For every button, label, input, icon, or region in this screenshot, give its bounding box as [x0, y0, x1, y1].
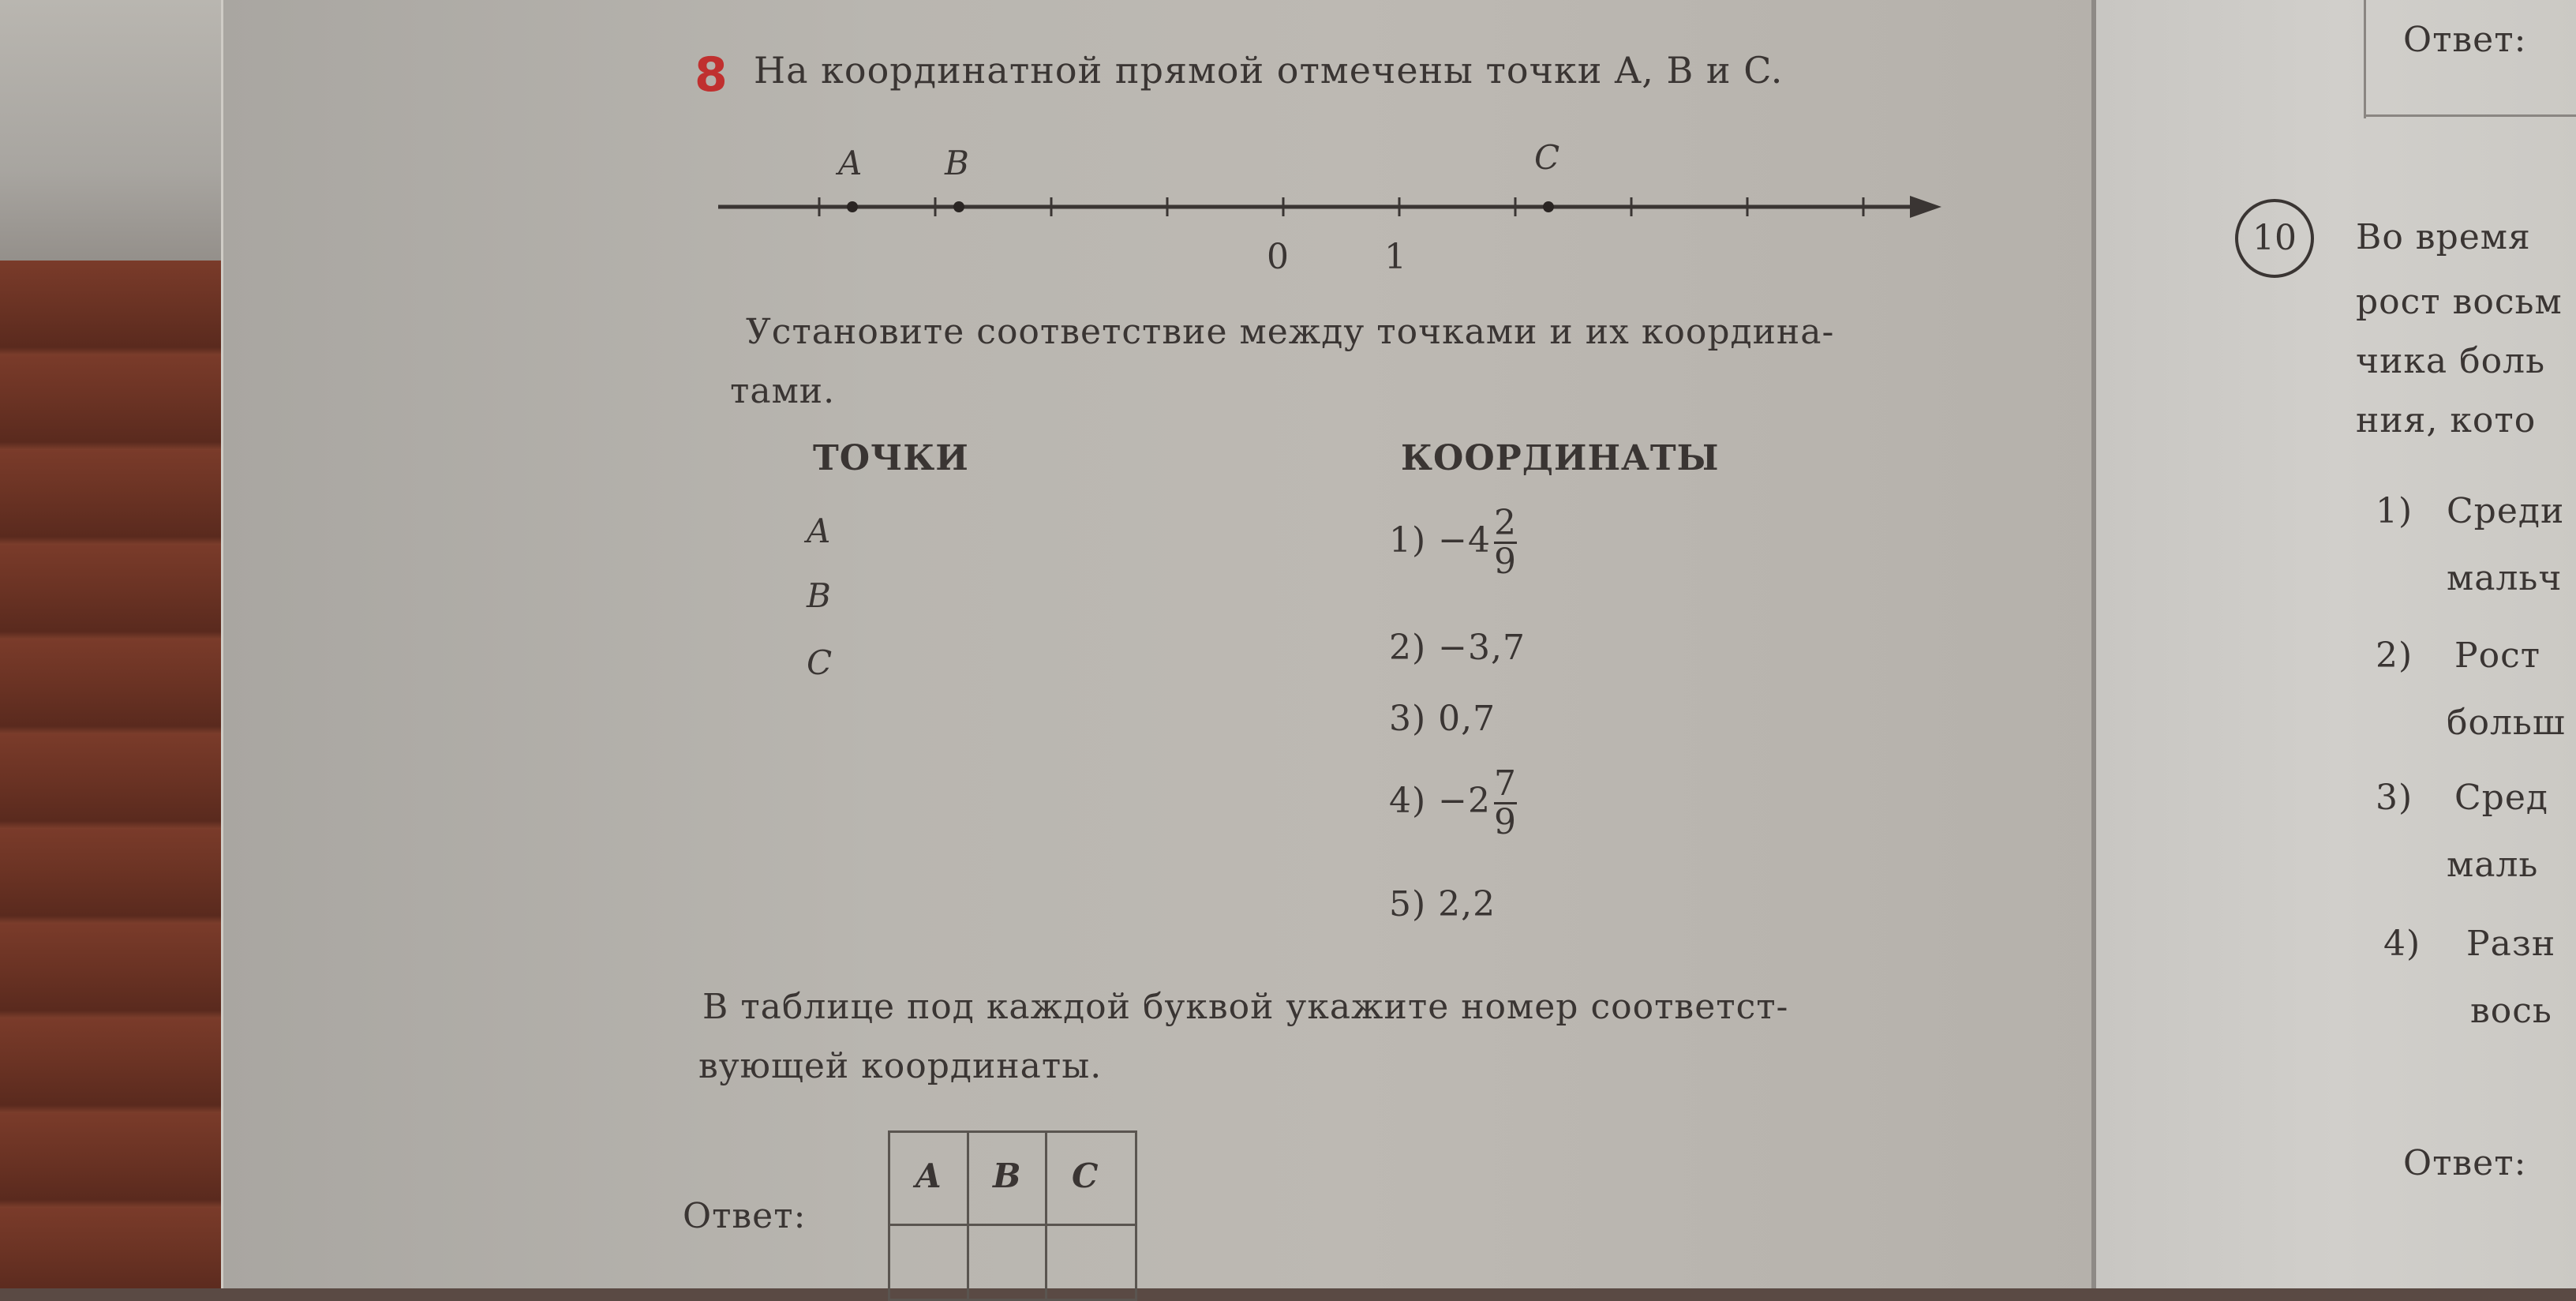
table-instruction-line-2: вующей координаты.	[698, 1046, 1103, 1086]
right-option-4-text: Разн	[2466, 924, 2556, 964]
point-label-a: A	[838, 144, 863, 182]
point-c-dot	[1543, 201, 1554, 212]
answer-header-a: A	[915, 1157, 942, 1195]
coord-4-fraction	[1494, 763, 1518, 842]
point-item-b: B	[807, 576, 831, 615]
right-line-3: чика боль	[2356, 341, 2546, 381]
right-option-1-text: Среди	[2447, 491, 2565, 531]
answer-table[interactable]	[888, 1130, 1137, 1301]
coord-4-den: 9	[1494, 802, 1518, 842]
right-option-2-num: 2)	[2376, 636, 2413, 676]
coord-1-den: 9	[1494, 542, 1518, 582]
instruction-line-1: Установите соответствие между точками и их координа-	[746, 312, 1835, 352]
coord-item-1	[1389, 505, 1517, 580]
right-answer-box-left	[2364, 0, 2366, 118]
axis-label-one: 1	[1384, 237, 1407, 277]
coord-item-4	[1389, 763, 1518, 842]
coord-4-prefix: 4) −2	[1389, 781, 1492, 821]
task-prompt: На координатной прямой отмечены точки A, B и C.	[754, 49, 1784, 92]
coord-1-prefix: 1) −4	[1389, 520, 1492, 561]
task-number-10: 10	[2235, 199, 2314, 278]
right-option-3-text: Сред	[2454, 778, 2548, 818]
right-option-4-cont: вось	[2470, 991, 2552, 1031]
right-option-1-num: 1)	[2376, 491, 2413, 531]
point-b-dot	[953, 201, 964, 212]
point-item-c: C	[807, 643, 833, 682]
coord-item-3: 3) 0,7	[1389, 699, 1496, 739]
right-answer-bottom: Ответ:	[2403, 1143, 2527, 1183]
answer-label: Ответ:	[683, 1196, 807, 1236]
answer-header-b: B	[993, 1157, 1021, 1195]
right-line-2: рост восьм	[2356, 282, 2563, 322]
right-answer-box-bottom	[2364, 114, 2576, 117]
coord-item-2: 2) −3,7	[1389, 628, 1526, 668]
right-option-2-cont: больш	[2447, 703, 2566, 743]
coord-1-fraction	[1494, 505, 1517, 580]
coord-4-num: 7	[1494, 763, 1518, 804]
point-item-a: A	[807, 512, 831, 550]
coords-header: КООРДИНАТЫ	[1401, 438, 1720, 478]
right-option-3-num: 3)	[2376, 778, 2413, 818]
coord-1-num: 2	[1494, 503, 1518, 543]
right-answer-top: Ответ:	[2403, 20, 2527, 60]
right-option-2-text: Рост	[2454, 636, 2541, 676]
right-option-3-cont: маль	[2447, 845, 2539, 885]
axis-label-zero: 0	[1267, 237, 1290, 277]
task-number-8: 8	[695, 47, 728, 103]
number-line	[710, 134, 1957, 284]
coord-item-5: 5) 2,2	[1389, 884, 1496, 924]
answer-header-c: C	[1072, 1157, 1099, 1195]
point-a-dot	[847, 201, 858, 212]
right-line-4: ния, кото	[2356, 400, 2537, 441]
points-header: ТОЧКИ	[813, 438, 969, 478]
right-option-1-cont: мальч	[2447, 558, 2563, 598]
table-instruction-line-1: В таблице под каждой буквой укажите номер соответст-	[702, 987, 1789, 1027]
point-label-b: B	[945, 144, 969, 182]
right-line-1: Во время	[2356, 217, 2531, 257]
axis-arrow	[1910, 196, 1941, 218]
right-option-4-num: 4)	[2383, 924, 2421, 964]
point-label-c: C	[1534, 138, 1560, 177]
instruction-line-2: тами.	[730, 371, 836, 411]
